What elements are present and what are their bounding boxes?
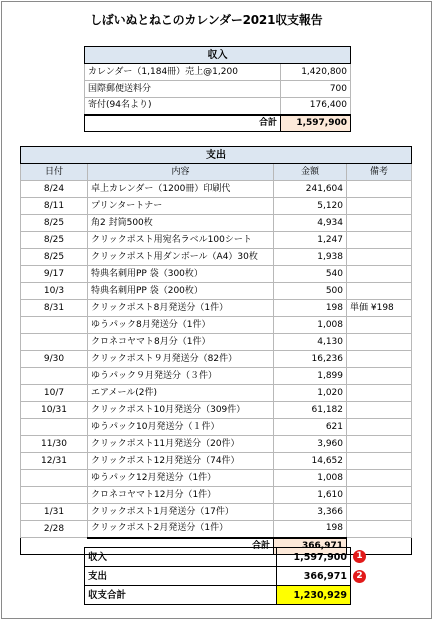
expense-note <box>347 351 412 368</box>
expense-description: エアメール(2件) <box>88 385 274 402</box>
expense-amount: 540 <box>274 266 347 283</box>
income-item-amount: 1,420,800 <box>281 64 351 81</box>
expense-description: ゆうパック12月発送分（1件） <box>88 470 274 487</box>
income-item-label: 寄付(94名より) <box>85 98 281 115</box>
income-header: 収入 <box>85 47 351 64</box>
expense-description: 特典名刺用PP 袋（200枚） <box>88 283 274 300</box>
summary-balance-value: 1,230,929 <box>277 586 351 605</box>
expense-description: クリックポスト1月発送分（17件） <box>88 504 274 521</box>
income-item-amount: 176,400 <box>281 98 351 115</box>
expense-note <box>347 215 412 232</box>
column-description: 内容 <box>88 164 274 181</box>
expense-date <box>21 419 88 436</box>
expense-amount: 1,020 <box>274 385 347 402</box>
expense-date: 11/30 <box>21 436 88 453</box>
expense-note <box>347 283 412 300</box>
expense-amount: 61,182 <box>274 402 347 419</box>
expense-description: ゆうパック10月発送分（１件） <box>88 419 274 436</box>
expense-description: プリンタートナー <box>88 198 274 215</box>
expense-amount: 3,366 <box>274 504 347 521</box>
expense-date <box>21 334 88 351</box>
expense-description: クリックポスト12月発送分（74件） <box>88 453 274 470</box>
expense-row <box>21 283 412 300</box>
expense-row <box>21 487 412 504</box>
expense-note <box>347 487 412 504</box>
expense-amount: 1,610 <box>274 487 347 504</box>
summary-income-value: 1,597,900 <box>277 548 351 567</box>
expense-date <box>21 368 88 385</box>
expense-column-headers <box>21 164 412 181</box>
badge-2: 2 <box>353 570 366 583</box>
column-note: 備考 <box>347 164 412 181</box>
expense-description: クロネコヤマト12月分（1件） <box>88 487 274 504</box>
expense-amount: 241,604 <box>274 181 347 198</box>
expense-date: 12/31 <box>21 453 88 470</box>
summary-expense-label: 支出 <box>85 567 277 586</box>
income-row <box>85 64 351 81</box>
expense-description: クリックポスト用宛名ラベル100シート <box>88 232 274 249</box>
expense-row <box>21 334 412 351</box>
expense-row <box>21 198 412 215</box>
expense-note <box>347 368 412 385</box>
expense-note <box>347 198 412 215</box>
expense-description: 特典名刺用PP 袋（300枚） <box>88 266 274 283</box>
expense-note <box>347 249 412 266</box>
expense-description: クリックポスト９月発送分（82件） <box>88 351 274 368</box>
expense-note <box>347 181 412 198</box>
expense-date: 8/25 <box>21 232 88 249</box>
expense-note <box>347 521 412 538</box>
summary-expense-value: 366,971 <box>277 567 351 586</box>
summary-balance-label: 収支合計 <box>85 586 277 605</box>
expense-amount: 1,899 <box>274 368 347 385</box>
income-row <box>85 81 351 98</box>
expense-date: 8/31 <box>21 300 88 317</box>
expense-total-value: 366,971 <box>274 538 347 555</box>
expense-description: クロネコヤマト8月分（1件） <box>88 334 274 351</box>
expense-date: 9/17 <box>21 266 88 283</box>
badge-1: 1 <box>353 550 366 563</box>
expense-note <box>347 266 412 283</box>
expense-row <box>21 249 412 266</box>
expense-row <box>21 385 412 402</box>
income-total-label: 合計 <box>85 115 281 132</box>
expense-note <box>347 453 412 470</box>
expense-row <box>21 317 412 334</box>
expense-row <box>21 402 412 419</box>
income-table <box>84 46 351 132</box>
expense-note <box>347 419 412 436</box>
expense-row <box>21 181 412 198</box>
expense-description: 卓上カレンダー（1200冊）印刷代 <box>88 181 274 198</box>
expense-date: 9/30 <box>21 351 88 368</box>
income-item-label: カレンダー（1,184冊）売上@1,200 <box>85 64 281 81</box>
expense-amount: 14,652 <box>274 453 347 470</box>
expense-amount: 1,008 <box>274 470 347 487</box>
expense-amount: 1,008 <box>274 317 347 334</box>
expense-date: 8/24 <box>21 181 88 198</box>
expense-date: 10/31 <box>21 402 88 419</box>
expense-amount: 500 <box>274 283 347 300</box>
expense-note: 単価 ¥198 <box>347 300 412 317</box>
income-total-value: 1,597,900 <box>281 115 351 132</box>
expense-note <box>347 317 412 334</box>
expense-amount: 3,960 <box>274 436 347 453</box>
expense-row <box>21 266 412 283</box>
expense-amount: 198 <box>274 521 347 538</box>
expense-note <box>347 334 412 351</box>
column-amount: 金額 <box>274 164 347 181</box>
expense-note <box>347 402 412 419</box>
expense-amount: 5,120 <box>274 198 347 215</box>
expense-date: 10/7 <box>21 385 88 402</box>
expense-description: クリックポスト10月発送分（309件） <box>88 402 274 419</box>
expense-row <box>21 470 412 487</box>
expense-row <box>21 368 412 385</box>
expense-note <box>347 385 412 402</box>
expense-row <box>21 521 412 538</box>
income-item-amount: 700 <box>281 81 351 98</box>
expense-date: 2/28 <box>21 521 88 538</box>
summary-income-label: 収入 <box>85 548 277 567</box>
expense-row <box>21 504 412 521</box>
expense-description: クリックポスト2月発送分（1件） <box>88 521 274 538</box>
expense-total-label: 合計 <box>88 538 274 555</box>
expense-row <box>21 419 412 436</box>
expense-description: ゆうパック９月発送分（３件） <box>88 368 274 385</box>
expense-date: 1/31 <box>21 504 88 521</box>
expense-date: 8/25 <box>21 249 88 266</box>
expense-amount: 1,247 <box>274 232 347 249</box>
column-date: 日付 <box>21 164 88 181</box>
expense-amount: 4,130 <box>274 334 347 351</box>
income-item-label: 国際郵便送料分 <box>85 81 281 98</box>
expense-amount: 198 <box>274 300 347 317</box>
expense-note <box>347 504 412 521</box>
expense-row <box>21 436 412 453</box>
summary-table <box>84 547 351 605</box>
expense-header: 支出 <box>21 147 412 164</box>
expense-table <box>20 146 412 555</box>
expense-amount: 621 <box>274 419 347 436</box>
expense-date: 8/11 <box>21 198 88 215</box>
expense-note <box>347 470 412 487</box>
expense-amount: 1,938 <box>274 249 347 266</box>
expense-row <box>21 453 412 470</box>
expense-date: 8/25 <box>21 215 88 232</box>
expense-date: 10/3 <box>21 283 88 300</box>
expense-row <box>21 300 412 317</box>
expense-row <box>21 215 412 232</box>
expense-row <box>21 351 412 368</box>
income-row <box>85 98 351 115</box>
expense-description: 角2 封筒500枚 <box>88 215 274 232</box>
expense-description: クリックポスト8月発送分（1件） <box>88 300 274 317</box>
expense-amount: 16,236 <box>274 351 347 368</box>
expense-date <box>21 470 88 487</box>
expense-row <box>21 232 412 249</box>
expense-date <box>21 317 88 334</box>
expense-description: クリックポスト用ダンボール（A4）30枚 <box>88 249 274 266</box>
expense-description: クリックポスト11月発送分（20件） <box>88 436 274 453</box>
expense-description: ゆうパック8月発送分（1件） <box>88 317 274 334</box>
page-title: しばいぬとねこのカレンダー2021収支報告 <box>90 13 323 27</box>
expense-amount: 4,934 <box>274 215 347 232</box>
expense-note <box>347 232 412 249</box>
expense-date <box>21 487 88 504</box>
expense-note <box>347 436 412 453</box>
